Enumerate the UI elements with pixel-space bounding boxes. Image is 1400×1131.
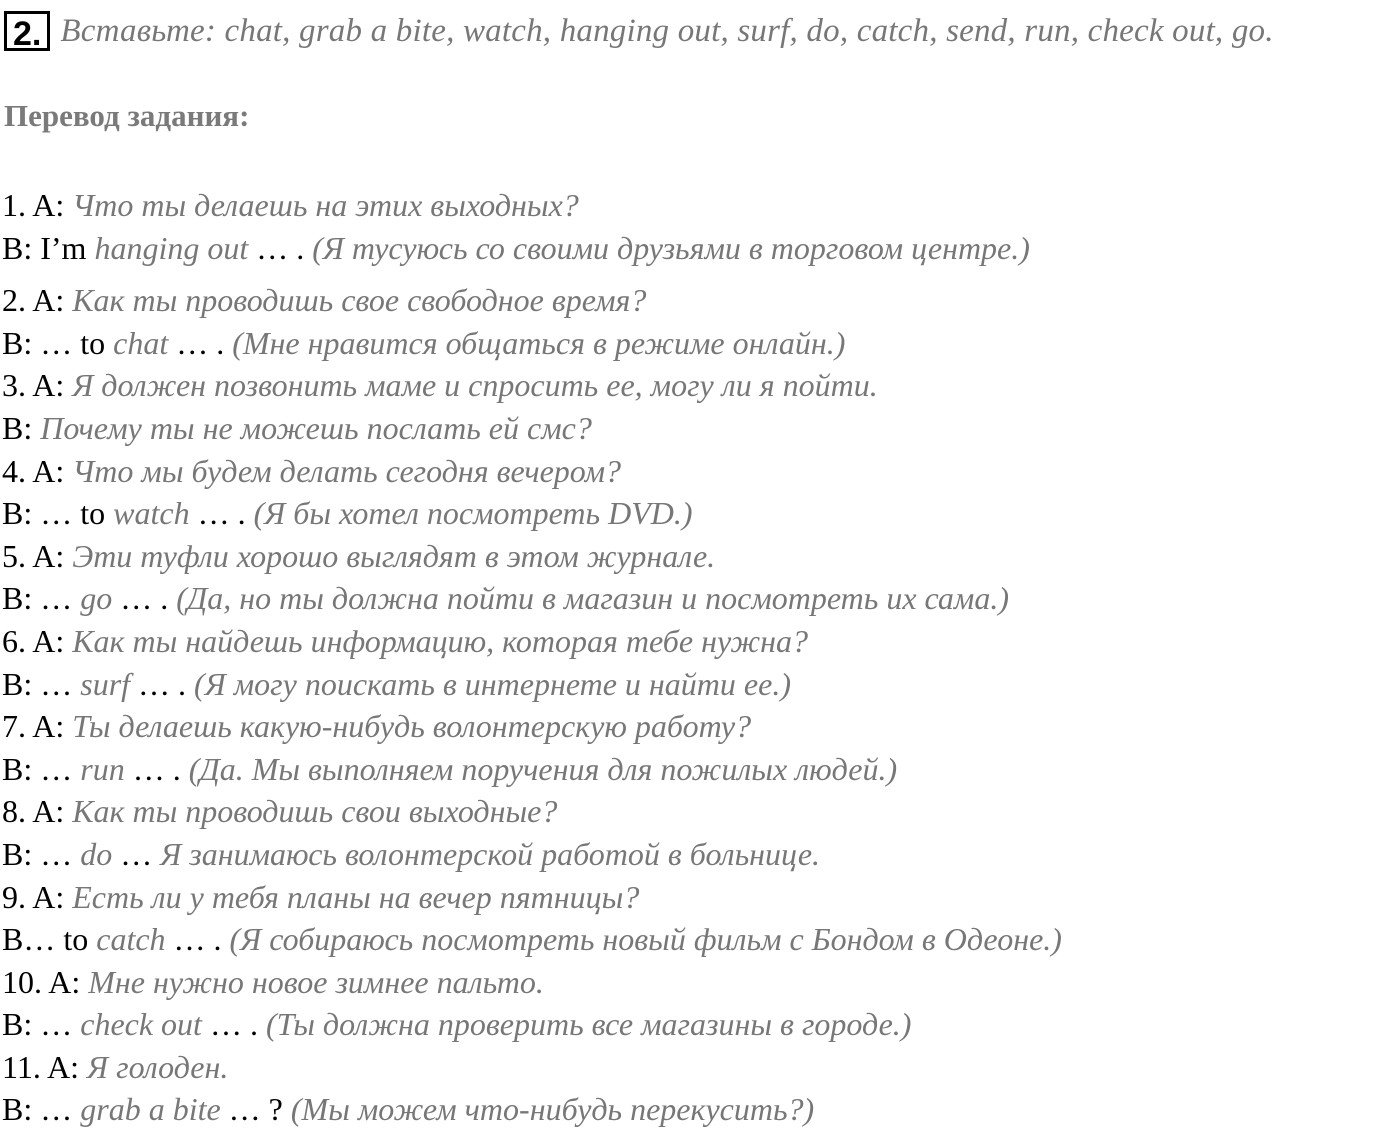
line-translation: Есть ли у тебя планы на вечер пятницы? (72, 878, 640, 915)
line-translation: Эти туфли хорошо выглядят в этом журнале. (72, 537, 716, 574)
line-dots: … . (209, 1006, 258, 1043)
line-prefix: B: … (2, 1006, 73, 1043)
line-prefix: 11. A: (2, 1048, 80, 1085)
inserted-word: check out (80, 1006, 202, 1043)
inserted-word: go (80, 580, 113, 617)
line-dots: … (120, 835, 153, 872)
dialogue-line (2, 279, 1398, 322)
line-translation: Почему ты не можешь послать ей смс? (40, 409, 592, 446)
inserted-word: do (80, 835, 113, 872)
line-prefix: 2. A: (2, 282, 65, 319)
line-prefix: B: … (2, 324, 73, 361)
line-translation: (Мне нравится общаться в режиме онлайн.) (232, 324, 846, 361)
line-prefix: 9. A: (2, 878, 65, 915)
inserted-word: watch (113, 495, 190, 532)
dialogue-line (2, 1003, 1398, 1046)
line-prefix: B: … (2, 1091, 73, 1128)
line-prefix: 6. A: (2, 622, 65, 659)
dialogue-line (2, 620, 1398, 663)
line-dots: … . (138, 665, 187, 702)
section-title: Перевод задания: (4, 98, 250, 133)
line-prefix: 10. A: (2, 963, 81, 1000)
dialogue-line (2, 535, 1398, 578)
line-translation: Я занимаюсь волонтерской работой в больнице. (160, 835, 821, 872)
dialogue-line (2, 1088, 1398, 1131)
dialogue-line (2, 577, 1398, 620)
dialogue-line (2, 1046, 1398, 1089)
line-translation: Ты делаешь какую-нибудь волонтерскую работу? (72, 708, 752, 745)
line-prefix: B… (2, 921, 56, 958)
line-dots: … . (197, 495, 246, 532)
task-header (4, 8, 1274, 54)
dialogue-line (2, 748, 1398, 791)
dialogue-line (2, 663, 1398, 706)
dialogue-line (2, 876, 1398, 919)
line-prefix: B: … (2, 665, 73, 702)
line-prefix: 4. A: (2, 452, 65, 489)
line-translation: Как ты проводишь свое свободное время? (72, 282, 647, 319)
dialogue-line (2, 322, 1398, 365)
task-number-box: 2. (4, 11, 50, 51)
line-translation: Как ты проводишь свои выходные? (72, 793, 558, 830)
dialogue-line (2, 705, 1398, 748)
line-prefix: B: … (2, 495, 73, 532)
dialogue-line (2, 790, 1398, 833)
inserted-word: catch (96, 921, 166, 958)
line-dots: … . (132, 750, 181, 787)
line-translation: (Я тусуюсь со своими друзьями в торговом центре.) (312, 229, 1030, 266)
dialogue-line (2, 364, 1398, 407)
line-translation: Мне нужно новое зимнее пальто. (88, 963, 544, 1000)
line-dots: … ? (228, 1091, 283, 1128)
dialogue-line (2, 918, 1398, 961)
line-translation: (Я собираюсь посмотреть новый фильм с Бондом в Одеоне.) (229, 921, 1062, 958)
inserted-word: grab a bite (80, 1091, 221, 1128)
line-translation: (Да, но ты должна пойти в магазин и посмотреть их сама.) (176, 580, 1009, 617)
line-translation: (Ты должна проверить все магазины в городе.) (265, 1006, 912, 1043)
line-dots: … . (176, 324, 225, 361)
line-prefix: B: I’m (2, 229, 87, 266)
line-translation: (Я могу поискать в интернете и найти ее.) (194, 665, 791, 702)
line-prefix: B: (2, 409, 33, 446)
inserted-word: surf (80, 665, 131, 702)
line-prefix: 8. A: (2, 793, 65, 830)
inserted-word: run (80, 750, 125, 787)
dialogue-line (2, 184, 1398, 227)
line-to: to (80, 495, 106, 532)
line-translation: (Да. Мы выполняем поручения для пожилых людей.) (188, 750, 898, 787)
dialogue-line (2, 961, 1398, 1004)
line-prefix: 7. A: (2, 708, 65, 745)
line-translation: Что ты делаешь на этих выходных? (72, 187, 579, 223)
line-dots: … . (120, 580, 169, 617)
line-to: to (63, 921, 89, 958)
line-dots: … . (256, 229, 305, 266)
line-prefix: 1. A: (2, 187, 65, 223)
dialogue-lines (2, 184, 1398, 1131)
dialogue-line (2, 407, 1398, 450)
line-translation: (Мы можем что-нибудь перекусить?) (290, 1091, 815, 1128)
dialogue-line (2, 833, 1398, 876)
inserted-word: hanging out (94, 229, 249, 266)
line-to: to (80, 324, 106, 361)
line-translation: Как ты найдешь информацию, которая тебе нужна? (72, 622, 809, 659)
dialogue-line (2, 492, 1398, 535)
dialogue-line (2, 450, 1398, 493)
line-translation: Я голоден. (87, 1048, 229, 1085)
line-prefix: 3. A: (2, 367, 65, 404)
line-dots: … . (173, 921, 222, 958)
line-prefix: B: … (2, 835, 73, 872)
line-translation: Что мы будем делать сегодня вечером? (72, 452, 621, 489)
line-prefix: B: … (2, 750, 73, 787)
line-translation: Я должен позвонить маме и спросить ее, могу ли я пойти. (72, 367, 878, 404)
dialogue-line (2, 227, 1398, 270)
line-translation: (Я бы хотел посмотреть DVD.) (253, 495, 693, 532)
line-prefix: B: … (2, 580, 73, 617)
line-prefix: 5. A: (2, 537, 65, 574)
task-instruction: Вставьте: chat, grab a bite, watch, hanging out, surf, do, catch, send, run, check out, go. (60, 12, 1274, 49)
inserted-word: chat (113, 324, 169, 361)
